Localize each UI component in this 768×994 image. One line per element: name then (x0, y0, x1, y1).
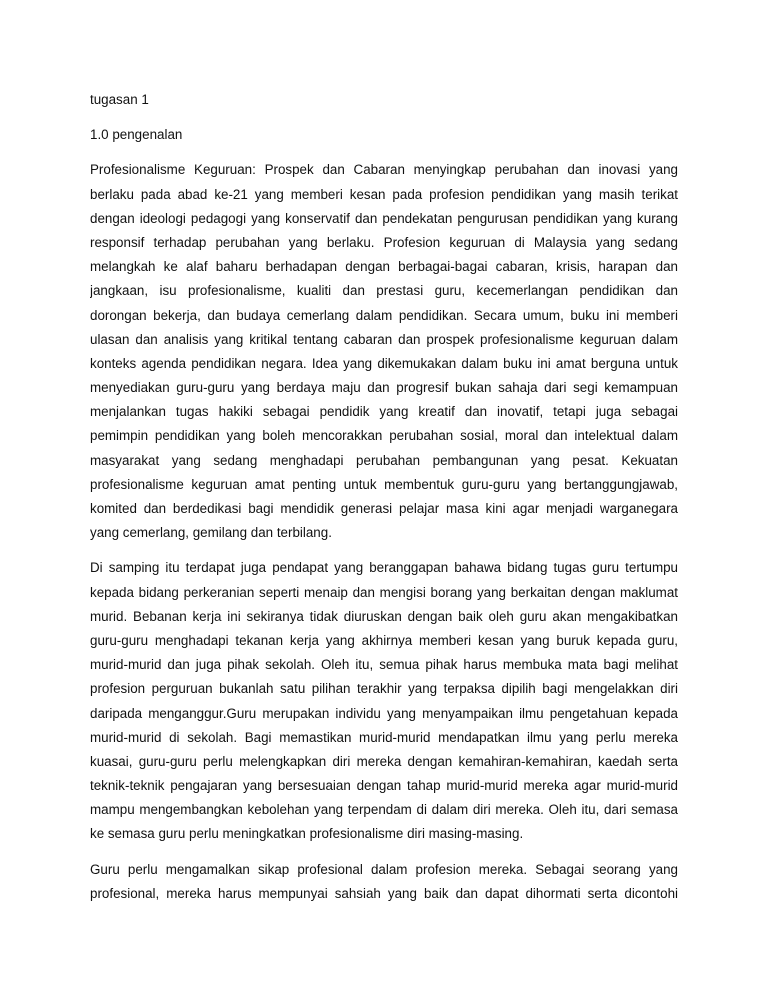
paragraph-line: masyarakat yang sedang menghadapi perubahan pembangunan yang pesat. Kekuatan (90, 452, 678, 468)
paragraph-line: ulasan dan analisis yang kritikal tentang cabaran dan prospek profesionalisme keguruan dalam (90, 331, 678, 347)
paragraph-line: teknik-teknik pengajaran yang bersesuaian dengan tahap murid-murid mereka agar murid-murid (90, 778, 678, 794)
paragraph-line: profesional, mereka harus mempunyai sahsiah yang baik dan dapat dihormati serta dicontohi (90, 885, 678, 901)
paragraph-1 (90, 158, 678, 545)
paragraph-line: Profesionalisme Keguruan: Prospek dan Cabaran menyingkap perubahan dan inovasi yang (90, 162, 678, 178)
paragraph-line: responsif terhadap perubahan yang berlaku. Profesion keguruan di Malaysia yang sedang (90, 234, 678, 250)
paragraph-line: kepada bidang perkeranian seperti menaip dan mengisi borang yang berkaitan dengan maklumat (90, 584, 678, 600)
document-title: tugasan 1 (90, 92, 149, 107)
paragraph-line: profesionalisme keguruan amat penting untuk membentuk guru-guru yang bertanggungjawab, (90, 476, 678, 492)
paragraph-line: profesion perguruan bukanlah satu pilihan terakhir yang terpaksa dipilih bagi mengelakkan diri (90, 681, 678, 697)
paragraph-line: menjalankan tugas hakiki sebagai pendidik yang kreatif dan inovatif, tetapi juga sebagai (90, 404, 678, 420)
paragraph-line: murid-murid di sekolah. Bagi memastikan murid-murid mendapatkan ilmu yang perlu mereka (90, 729, 678, 745)
paragraph-line: melangkah ke alaf baharu berhadapan dengan berbagai-bagai cabaran, krisis, harapan dan (90, 259, 678, 275)
document-page (90, 88, 678, 917)
paragraph-line: komited dan berdedikasi bagi mendidik generasi pelajar masa kini agar menjadi warganegara (90, 501, 678, 517)
paragraph-line: konteks agenda pendidikan negara. Idea yang dikemukakan dalam buku ini amat berguna untuk (90, 355, 678, 371)
paragraph-line: dorongan bekerja, dan budaya cemerlang dalam pendidikan. Secara umum, buku ini memberi (90, 307, 678, 323)
paragraph-line: Di samping itu terdapat juga pendapat yang beranggapan bahawa bidang tugas guru tertumpu (90, 560, 678, 576)
paragraph-line: menyediakan guru-guru yang berdaya maju dan progresif bukan sahaja dari segi kemampuan (90, 380, 678, 396)
section-heading: 1.0 pengenalan (90, 127, 183, 143)
paragraph-line: yang cemerlang, gemilang dan terbilang. (90, 525, 332, 541)
paragraph-line: dengan ideologi pedagogi yang konservatif dan pendekatan pengurusan pendidikan yang kurang (90, 210, 678, 226)
paragraph-line: daripada menganggur.Guru merupakan individu yang menyampaikan ilmu pengetahuan kepada (90, 705, 678, 721)
paragraph-3 (90, 858, 678, 906)
paragraph-line: murid-murid dan juga pihak sekolah. Oleh itu, semua pihak harus membuka mata bagi melihat (90, 657, 678, 673)
paragraph-line: berlaku pada abad ke-21 yang memberi kesan pada profesion pendidikan yang masih terikat (90, 186, 678, 202)
paragraph-line: kuasai, guru-guru perlu melengkapkan diri mereka dengan kemahiran-kemahiran, kaedah serta (90, 753, 678, 769)
paragraph-line: pemimpin pendidikan yang boleh mencorakkan perubahan sosial, moral dan intelektual dalam (90, 428, 678, 444)
paragraph-line: ke semasa guru perlu meningkatkan profesionalisme diri masing-masing. (90, 826, 524, 842)
paragraph-2 (90, 556, 678, 846)
paragraph-line: guru-guru menghadapi tekanan kerja yang akhirnya memberi kesan yang buruk kepada guru, (90, 632, 678, 648)
paragraph-line: mampu mengembangkan kebolehan yang terpendam di dalam diri mereka. Oleh itu, dari semasa (90, 802, 678, 818)
paragraph-line: murid. Bebanan kerja ini sekiranya tidak diuruskan dengan baik oleh guru akan mengakibatkan (90, 608, 678, 624)
paragraph-line: jangkaan, isu profesionalisme, kualiti dan prestasi guru, kecemerlangan pendidikan dan (90, 283, 678, 299)
paragraph-line: Guru perlu mengamalkan sikap profesional dalam profesion mereka. Sebagai seorang yang (90, 861, 678, 877)
